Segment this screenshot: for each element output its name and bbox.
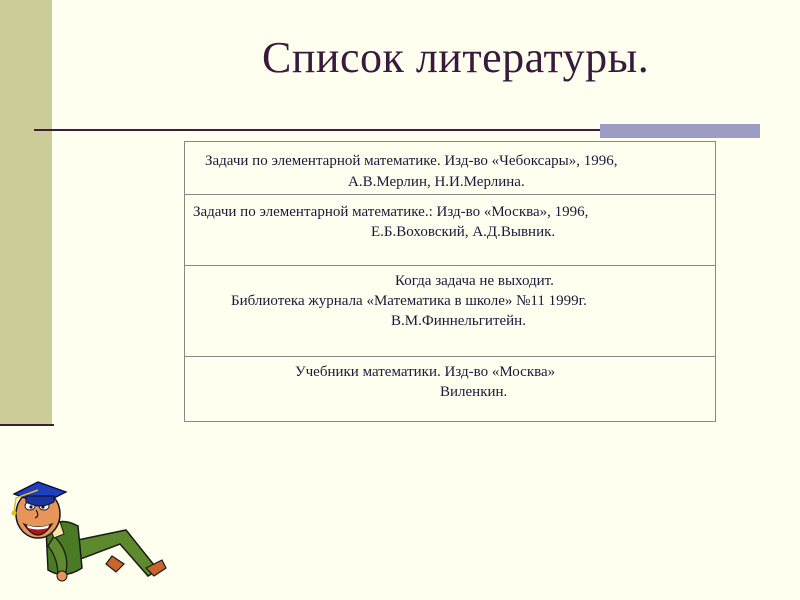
reference-line: Учебники математики. Изд-во «Москва» — [295, 364, 556, 380]
reference-author: В.М.Финнельгитейн. — [391, 313, 526, 329]
reference-cell — [185, 357, 716, 422]
reference-line: Задачи по элементарной математике. Изд-во «Чебоксары», 1996, — [205, 153, 618, 169]
reference-author: А.В.Мерлин, Н.И.Мерлина. — [348, 174, 525, 190]
corner-accent-block — [600, 124, 760, 138]
reference-author: Е.Б.Воховский, А.Д.Вывник. — [371, 224, 556, 240]
reference-row — [185, 195, 716, 266]
slide-title: Список литературы. — [262, 33, 650, 82]
reference-row — [185, 266, 716, 357]
reference-line: Когда задача не выходит. — [395, 273, 554, 289]
reference-row — [185, 357, 716, 422]
graduate-student-cartoon-icon — [8, 472, 168, 592]
reference-line: Библиотека журнала «Математика в школе» №11 1999г. — [231, 293, 587, 309]
reference-row — [185, 142, 716, 195]
reference-cell — [185, 195, 716, 266]
reference-cell — [185, 266, 716, 357]
left-decorative-bar — [0, 0, 52, 425]
reference-cell — [185, 142, 716, 195]
reference-author: Виленкин. — [440, 384, 508, 400]
left-bar-underline — [0, 424, 54, 426]
reference-line: Задачи по элементарной математике.: Изд-во «Москва», 1996, — [193, 204, 589, 220]
references-table — [184, 141, 716, 422]
